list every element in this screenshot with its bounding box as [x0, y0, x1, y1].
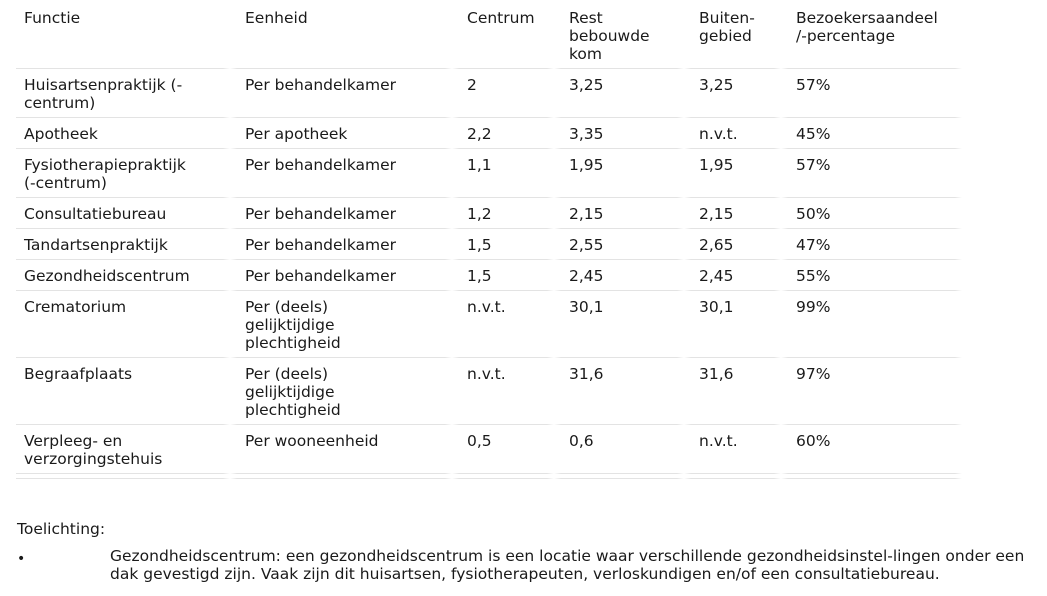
cell-line: n.v.t. [467, 298, 506, 316]
cell-functie [16, 198, 230, 229]
cell-line: Per behandelkamer [245, 156, 397, 174]
cell-line: 30,1 [569, 298, 604, 316]
cell-line: Apotheek [24, 125, 98, 143]
cell-line: 2,15 [569, 205, 604, 223]
table-row [16, 69, 962, 118]
cell-line: 3,25 [699, 76, 734, 94]
cell-line: 57% [796, 156, 831, 174]
cell-bezoekersaandeel [781, 260, 962, 291]
table-row [16, 118, 962, 149]
header-line: Centrum [467, 9, 535, 27]
cell-line: verzorgingstehuis [24, 450, 163, 468]
cell-line: 2 [467, 76, 477, 94]
cell-bezoekersaandeel [781, 198, 962, 229]
cell-line: plechtigheid [245, 334, 341, 352]
cell-bezoekersaandeel [781, 291, 962, 358]
cell-eenheid [230, 291, 452, 358]
cell-line: 1,95 [569, 156, 604, 174]
cell-line: 1,1 [467, 156, 492, 174]
header-centrum [452, 6, 554, 69]
cell-line: 47% [796, 236, 831, 254]
cell-line: Per (deels) [245, 298, 329, 316]
header-bezoekersaandeel [781, 6, 962, 69]
empty-cell [554, 474, 684, 479]
cell-bezoekersaandeel [781, 425, 962, 474]
cell-rest-bebouwde-kom [554, 358, 684, 425]
cell-line: 2,65 [699, 236, 734, 254]
cell-line: 0,6 [569, 432, 594, 450]
empty-cell [452, 474, 554, 479]
cell-line: n.v.t. [699, 432, 738, 450]
empty-cell [684, 474, 781, 479]
cell-line: 1,95 [699, 156, 734, 174]
cell-line: 31,6 [699, 365, 734, 383]
cell-buitengebied [684, 149, 781, 198]
cell-buitengebied [684, 229, 781, 260]
cell-eenheid [230, 358, 452, 425]
cell-line: plechtigheid [245, 401, 341, 419]
cell-line: 2,45 [569, 267, 604, 285]
header-line: Eenheid [245, 9, 308, 27]
cell-rest-bebouwde-kom [554, 198, 684, 229]
cell-buitengebied [684, 69, 781, 118]
cell-centrum [452, 198, 554, 229]
cell-line: gelijktijdige [245, 383, 335, 401]
cell-rest-bebouwde-kom [554, 149, 684, 198]
cell-rest-bebouwde-kom [554, 118, 684, 149]
header-line: Functie [24, 9, 81, 27]
cell-centrum [452, 260, 554, 291]
cell-centrum [452, 118, 554, 149]
cell-bezoekersaandeel [781, 118, 962, 149]
cell-eenheid [230, 69, 452, 118]
header-line: Bezoekersaandeel [796, 9, 938, 27]
empty-cell [781, 474, 962, 479]
notes-item: Gezondheidscentrum: een gezondheidscentrum is een locatie waar verschillende gezondheidsinstel-lingen onder een dak gevestigd zijn. Vaak zijn dit huisartsen, fysiotherapeuten, verloskundigen en/of een consultatiebureau. [110, 547, 1025, 583]
cell-eenheid [230, 118, 452, 149]
header-line: bebouwde [569, 27, 650, 45]
table-row [16, 425, 962, 474]
cell-centrum [452, 358, 554, 425]
cell-line: 57% [796, 76, 831, 94]
cell-functie [16, 291, 230, 358]
parking-norms-table [16, 6, 962, 479]
cell-line: 97% [796, 365, 831, 383]
cell-line: Begraafplaats [24, 365, 133, 383]
cell-bezoekersaandeel [781, 149, 962, 198]
notes-label: Toelichting: [17, 520, 106, 538]
cell-line: Crematorium [24, 298, 127, 316]
cell-eenheid [230, 229, 452, 260]
cell-line: 55% [796, 267, 831, 285]
table-row [16, 229, 962, 260]
cell-line: 2,2 [467, 125, 492, 143]
cell-centrum [452, 291, 554, 358]
cell-bezoekersaandeel [781, 229, 962, 260]
cell-line: Gezondheidscentrum [24, 267, 190, 285]
cell-line: 2,45 [699, 267, 734, 285]
header-eenheid [230, 6, 452, 69]
empty-cell [16, 474, 230, 479]
cell-functie [16, 149, 230, 198]
cell-line: Verpleeg- en [24, 432, 123, 450]
cell-rest-bebouwde-kom [554, 291, 684, 358]
cell-line: 0,5 [467, 432, 492, 450]
cell-eenheid [230, 149, 452, 198]
cell-bezoekersaandeel [781, 358, 962, 425]
table-empty-row [16, 474, 962, 479]
cell-line: Per apotheek [245, 125, 348, 143]
table-row [16, 198, 962, 229]
header-rest-bebouwde-kom [554, 6, 684, 69]
cell-line: 30,1 [699, 298, 734, 316]
cell-buitengebied [684, 358, 781, 425]
cell-functie [16, 260, 230, 291]
cell-eenheid [230, 425, 452, 474]
cell-line: 2,55 [569, 236, 604, 254]
cell-buitengebied [684, 291, 781, 358]
cell-line: n.v.t. [699, 125, 738, 143]
cell-functie [16, 69, 230, 118]
cell-line: 3,35 [569, 125, 604, 143]
cell-line: 50% [796, 205, 831, 223]
cell-line: Per behandelkamer [245, 205, 397, 223]
table-row [16, 358, 962, 425]
cell-line: Huisartsenpraktijk (- [24, 76, 183, 94]
cell-line: 1,5 [467, 267, 492, 285]
cell-line: (-centrum) [24, 174, 107, 192]
cell-line: Per wooneenheid [245, 432, 379, 450]
cell-bezoekersaandeel [781, 69, 962, 118]
cell-functie [16, 118, 230, 149]
header-line: Buiten- [699, 9, 755, 27]
table-row [16, 149, 962, 198]
cell-line: 45% [796, 125, 831, 143]
header-line: gebied [699, 27, 752, 45]
header-line: /-percentage [796, 27, 896, 45]
cell-rest-bebouwde-kom [554, 69, 684, 118]
table-header-row [16, 6, 962, 69]
cell-line: n.v.t. [467, 365, 506, 383]
cell-line: 99% [796, 298, 831, 316]
cell-functie [16, 229, 230, 260]
cell-line: centrum) [24, 94, 96, 112]
cell-line: 1,2 [467, 205, 492, 223]
table-row [16, 260, 962, 291]
header-line: kom [569, 45, 603, 63]
cell-line: 2,15 [699, 205, 734, 223]
cell-centrum [452, 69, 554, 118]
table-body [16, 69, 962, 479]
header-functie [16, 6, 230, 69]
cell-line: 60% [796, 432, 831, 450]
cell-eenheid [230, 198, 452, 229]
cell-buitengebied [684, 198, 781, 229]
cell-line: 1,5 [467, 236, 492, 254]
header-buitengebied [684, 6, 781, 69]
cell-line: Consultatiebureau [24, 205, 167, 223]
header-line: Rest [569, 9, 603, 27]
cell-line: Fysiotherapiepraktijk [24, 156, 186, 174]
cell-eenheid [230, 260, 452, 291]
cell-functie [16, 425, 230, 474]
cell-centrum [452, 229, 554, 260]
cell-rest-bebouwde-kom [554, 229, 684, 260]
cell-line: Per (deels) [245, 365, 329, 383]
table-row [16, 291, 962, 358]
cell-line: 31,6 [569, 365, 604, 383]
bullet-icon: • [17, 551, 26, 567]
cell-line: Per behandelkamer [245, 76, 397, 94]
empty-cell [230, 474, 452, 479]
cell-line: 3,25 [569, 76, 604, 94]
cell-line: gelijktijdige [245, 316, 335, 334]
cell-buitengebied [684, 118, 781, 149]
cell-buitengebied [684, 260, 781, 291]
cell-centrum [452, 149, 554, 198]
cell-line: Per behandelkamer [245, 236, 397, 254]
cell-line: Tandartsenpraktijk [24, 236, 168, 254]
cell-centrum [452, 425, 554, 474]
cell-line: Per behandelkamer [245, 267, 397, 285]
cell-rest-bebouwde-kom [554, 425, 684, 474]
cell-rest-bebouwde-kom [554, 260, 684, 291]
cell-buitengebied [684, 425, 781, 474]
cell-functie [16, 358, 230, 425]
